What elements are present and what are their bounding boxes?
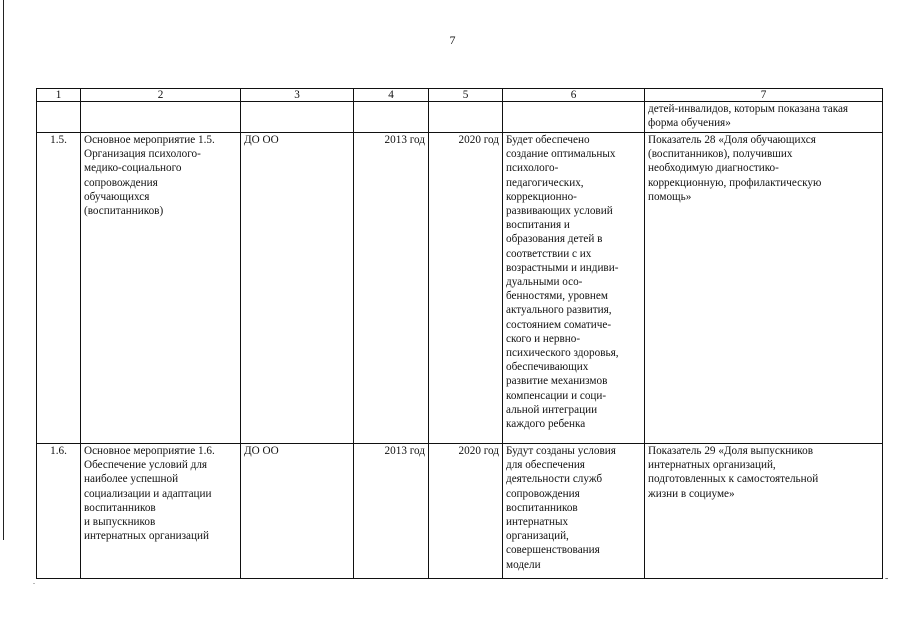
cell-line: обеспечивающих <box>506 361 589 374</box>
cell-line: Обеспечение условий для <box>84 459 208 472</box>
cell-line: воспитания и <box>506 219 570 232</box>
cell-line: помощь» <box>648 190 692 203</box>
header-cell: 4 <box>354 89 429 102</box>
cell-line: Показатель 29 «Доля выпускников <box>648 445 814 457</box>
scan-mark: . <box>33 577 35 586</box>
page-left-border <box>3 0 4 540</box>
result-cell <box>503 133 645 444</box>
cell-line: интернатных <box>506 516 569 529</box>
cell-line: возрастными и индиви- <box>506 261 619 274</box>
cell-line: Будут созданы условия <box>506 445 616 457</box>
cell-line: Будет обеспечено <box>506 134 590 146</box>
cell-line: подготовленных к самостоятельной <box>648 473 819 486</box>
executor-cell: ДО ОО <box>241 133 354 444</box>
cell-line: Основное мероприятие 1.6. <box>84 445 215 457</box>
cell-line: модели <box>506 558 541 571</box>
cell-line: интернатных организаций, <box>648 459 776 472</box>
end-year-cell: 2020 год <box>429 133 503 444</box>
cell-line: дуальными осо- <box>506 276 583 289</box>
start-year-cell: 2013 год <box>354 444 429 579</box>
cell-line: бенностями, уровнем <box>506 290 608 303</box>
cell-line: сопровождения <box>84 176 158 189</box>
cell-line: наиболее успешной <box>84 473 179 486</box>
cell-line: сопровождения <box>506 487 580 500</box>
end-year-cell: 2020 год <box>429 444 503 579</box>
header-cell: 7 <box>645 89 883 102</box>
cell-line: совершенствования <box>506 544 600 557</box>
indicator-cell <box>645 444 883 579</box>
measure-cell <box>81 444 241 579</box>
header-cell: 6 <box>503 89 645 102</box>
row-number: 1.6. <box>37 444 81 579</box>
cell-line: соответствии с их <box>506 247 592 260</box>
table-row <box>37 133 883 444</box>
cell-line: интернатных организаций <box>84 530 209 543</box>
cell-line: и выпускников <box>84 516 156 529</box>
cell-line: создание оптимальных <box>506 148 616 161</box>
header-cell: 3 <box>241 89 354 102</box>
row-number: 1.5. <box>37 133 81 444</box>
header-cell: 5 <box>429 89 503 102</box>
program-table <box>36 88 883 579</box>
cell-line: психического здоровья, <box>506 347 619 360</box>
cell-line: воспитанников <box>506 501 578 514</box>
result-cell <box>503 444 645 579</box>
cell-line: коррекционную, профилактическую <box>648 176 822 189</box>
cell-line: медико-социального <box>84 162 182 175</box>
cell-line: образования детей в <box>506 233 603 246</box>
cell-line: ского и нервно- <box>506 332 581 345</box>
cell-line: Организация психолого- <box>84 148 201 161</box>
header-row <box>37 89 883 102</box>
indicator-continuation: детей-инвалидов, которым показана такая форма обучения» <box>645 102 883 133</box>
cell-line: развивающих условий <box>506 205 613 218</box>
cell-line: педагогических, <box>506 176 584 189</box>
cell-line: (воспитанников) <box>84 205 164 218</box>
cell-line: актуального развития, <box>506 304 612 317</box>
cell-line: (воспитанников), получивших <box>648 148 793 161</box>
cell-line: обучающихся <box>84 190 150 203</box>
cell-line: социализации и адаптации <box>84 487 212 500</box>
scan-mark: - <box>885 573 889 584</box>
cell-line: жизни в социуме» <box>648 487 735 500</box>
cell-line: развитие механизмов <box>506 375 608 388</box>
cell-line: деятельности служб <box>506 473 603 486</box>
cell-line: воспитанников <box>84 501 156 514</box>
cell-line: психолого- <box>506 162 559 175</box>
cell-line: альной интеграции <box>506 403 598 416</box>
executor-cell: ДО ОО <box>241 444 354 579</box>
indicator-cell <box>645 133 883 444</box>
cell-line: необходимую диагностико- <box>648 162 779 175</box>
cell-line: состоянием соматиче- <box>506 318 612 331</box>
header-cell: 2 <box>81 89 241 102</box>
cell-line: Показатель 28 «Доля обучающихся <box>648 134 816 146</box>
page-number: 7 <box>449 33 456 47</box>
header-cell: 1 <box>37 89 81 102</box>
cell-line: коррекционно- <box>506 190 577 203</box>
measure-cell <box>81 133 241 444</box>
cell-line: организаций, <box>506 530 569 543</box>
cell-line: компенсации и соци- <box>506 389 607 402</box>
table-row <box>37 444 883 579</box>
cell-line: Основное мероприятие 1.5. <box>84 134 215 146</box>
cell-line: каждого ребенка <box>506 418 586 431</box>
cell-line: для обеспечения <box>506 459 585 472</box>
start-year-cell: 2013 год <box>354 133 429 444</box>
continuation-row <box>37 102 883 133</box>
